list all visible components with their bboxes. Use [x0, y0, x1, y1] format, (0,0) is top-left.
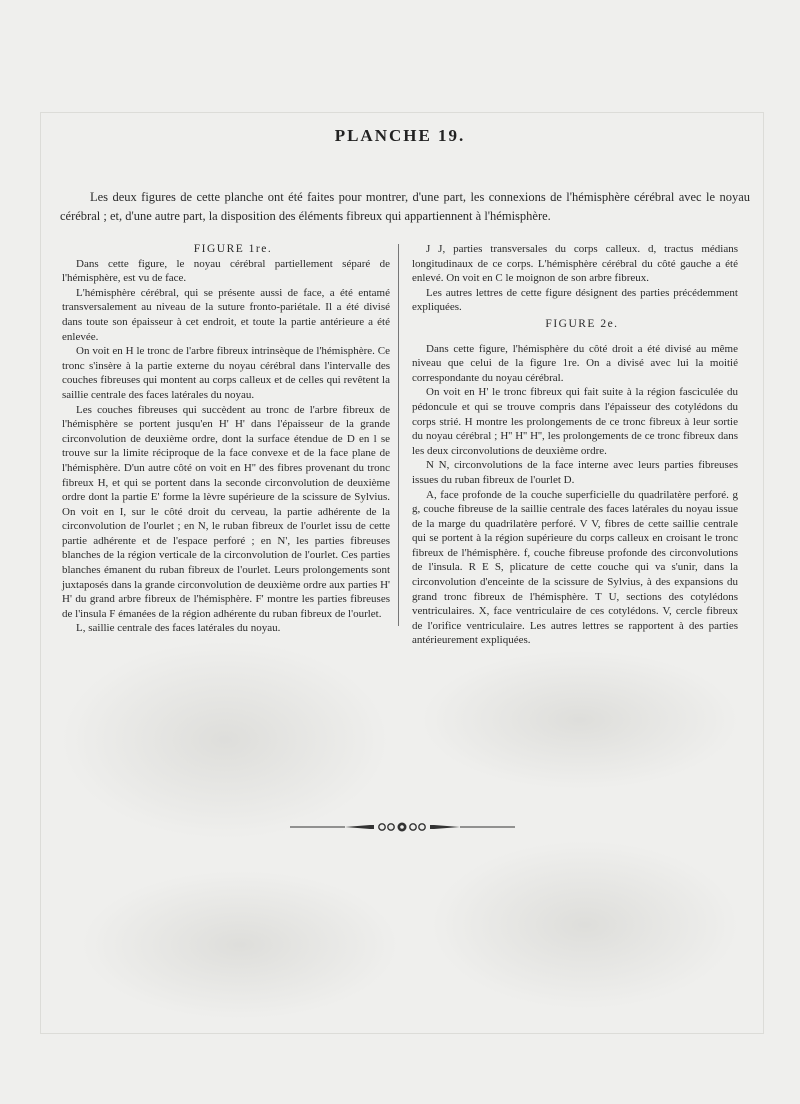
right-column [412, 242, 738, 648]
bleed-through-shape [60, 640, 390, 840]
paragraph: J J, parties transversales du corps calleux. d, tractus médians longitudinaux de ce corps. L'hémisphère cérébral du côté gauche a été enlevé. On voit en C le moignon de son arbre fibreux. [412, 243, 738, 285]
paragraph: Dans cette figure, l'hémisphère du côté droit a été divisé au même niveau que celui de la figure 1re. On a divisé avec lui la moitié correspondante du noyau cérébral. [412, 342, 738, 384]
paragraph: Les couches fibreuses qui succèdent au tronc de l'arbre fibreux de l'hémisphère se portent jusqu'en H' H' dans l'épaisseur de la grande circonvolution de deuxième ordre, dont la surface étendue de D en l se trouve sur la limite réciproque de la face convexe et de la face plane de l'hémisphère. D'un autre côté on voit en H'' des fibres provenant du tronc fibreux H, et qui se portent dans la seconde circonvolution de deuxième ordre dont la partie E' forme la lèvre supérieure de la scissure de Sylvius. On voit en I, sur le côté droit du cerveau, la partie adhérente de la circonvolution de l'ourlet ; en N, le ruban fibreux de l'ourlet issu de cette partie adhérente et de l'espace perforé ; en N', les parties fibreuses blanches de la région verticale de la circonvolution de l'ourlet. Ces parties blanches émanent du ruban fibreux de l'ourlet. Leurs prolongements sont juxtaposés dans la grande circonvolution de deuxième ordre aux parties H' H' du grand arbre fibreux de l'hémisphère. F' montre les parties fibreuses de l'insula F émanées de la région adhérente du ruban fibreux de l'ourlet. [62, 403, 390, 620]
figure-2-title: FIGURE 2e. [545, 317, 619, 330]
paragraph: N N, circonvolutions de la face interne avec leurs parties fibreuses issues du ruban fibreux de l'ourlet D. [412, 459, 738, 486]
page-title: PLANCHE 19. [334, 126, 466, 145]
bleed-through-shape [420, 650, 740, 790]
column-divider [398, 244, 399, 626]
paragraph: A, face profonde de la couche superficielle du quadrilatère perforé. g g, couche fibreuse de la saillie centrale des faces latérales du noyau issue de la marge du quadrilatère perforé. V V, fibres de cette saillie centrale qui se portent à la région supérieure du corps calleux en croisant le tronc fibreux de l'hémisphère. f, couche fibreuse profonde des circonvolutions de l'insula. R E S, plicature de cette couche qui va s'unir, dans la circonvolution d'enceinte de la scissure de Sylvius, à des expansions du grand tronc fibreux de l'hémisphère. T U, sections des cotylédons ventriculaires. X, face ventriculaire de ces cotylédons. V, cercle fibreux de l'orifice ventriculaire. Les autres lettres se rapportent à des parties antérieurement expliquées. [412, 488, 738, 647]
paragraph: Les autres lettres de cette figure désignent des parties précédemment expliquées. [412, 286, 738, 314]
intro-paragraph: Les deux figures de cette planche ont été faites pour montrer, d'une part, les connexions de l'hémisphère cérébral avec le noyau cérébral ; et, d'une autre part, la disposition des éléments fibreux qui appartiennent à l'hémisphère. [60, 190, 750, 223]
bleed-through-shape [80, 870, 400, 1020]
bleed-through-shape [430, 840, 740, 1010]
paragraph: On voit en H le tronc de l'arbre fibreux intrinsèque de l'hémisphère. Ce tronc s'insère à la partie externe du noyau cérébral dans l'intervalle des couches fibreuses qui montent au corps calleux et de celles qui revêtent la saillie centrale des faces latérales du noyau. [62, 345, 390, 401]
left-column [62, 242, 390, 636]
paragraph: L'hémisphère cérébral, qui se présente aussi de face, a été entamé transversalement au niveau de la suture fronto-pariétale. Il a été divisé dans toute son épaisseur à cet endroit, et toute la partie antérieure a été enlevée. [62, 286, 390, 343]
ornamental-divider [290, 820, 515, 834]
paragraph: L, saillie centrale des faces latérales du noyau. [76, 622, 281, 635]
paragraph: Dans cette figure, le noyau cérébral partiellement séparé de l'hémisphère, est vu de face. [62, 257, 390, 285]
paragraph: On voit en H' le tronc fibreux qui fait suite à la région fasciculée du pédoncule et qui se trouve compris dans l'épaisseur des cotylédons du corps strié. H montre les prolongements de ce tronc fibreux à leur sortie du noyau cérébral ; H'' H'' H'', les prolongements de ce tronc fibreux dans les deux circonvolutions de deuxième ordre. [412, 386, 738, 457]
figure-1-title: FIGURE 1re. [193, 243, 273, 255]
